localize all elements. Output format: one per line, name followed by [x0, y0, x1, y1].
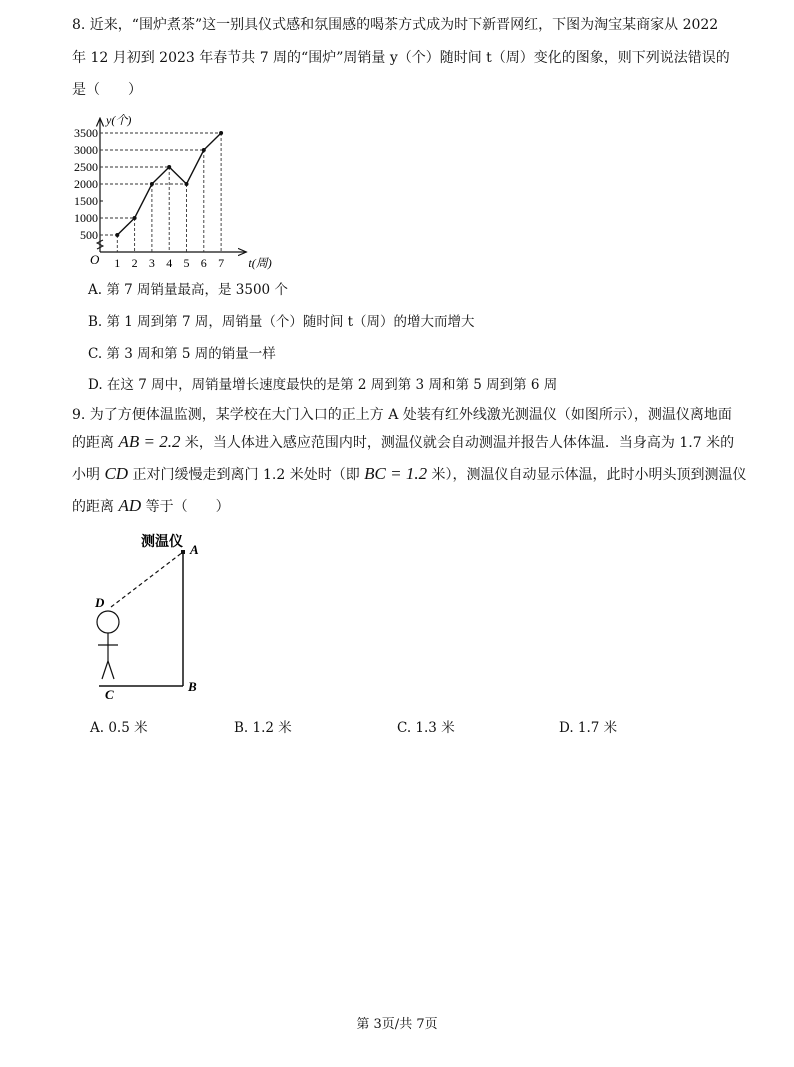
q9-option-a[interactable]: A. 0.5 米 — [90, 720, 148, 736]
point-d-label: D — [95, 595, 105, 610]
dashed-line-da — [111, 552, 183, 607]
y-tick-label: 2500 — [74, 160, 98, 174]
data-point — [185, 182, 189, 186]
q8-option-c[interactable]: C. 第 3 周和第 5 周的销量一样 — [88, 346, 276, 362]
q8-sales-chart — [60, 100, 290, 275]
q9-math-ab: AB = 2.2 — [118, 432, 181, 451]
person-stick-figure — [97, 611, 119, 679]
q8-option-a[interactable]: A. 第 7 周销量最高，是 3500 个 — [88, 282, 288, 298]
q9-math-bc: BC = 1.2 — [364, 464, 428, 483]
x-tick-label: 7 — [218, 256, 225, 270]
data-point — [219, 131, 223, 135]
y-tick-label: 3000 — [74, 143, 98, 157]
data-point — [167, 165, 171, 169]
q8-stem-line-2: 年 12 月初到 2023 年春节共 7 周的“围炉”周销量 y（个）随时间 t（周）变化的图象，则下列说法错误的 — [72, 50, 730, 66]
q9-option-c[interactable]: C. 1.3 米 — [397, 720, 455, 736]
y-tick-label: 3500 — [74, 126, 98, 140]
point-b-label: B — [188, 679, 197, 694]
q9-stem-line-3 — [72, 464, 747, 484]
data-point — [150, 182, 154, 186]
point-c-label: C — [105, 687, 114, 702]
q9-thermometer-figure — [85, 527, 225, 707]
x-axis-label: t(周) — [248, 256, 272, 270]
data-point — [202, 148, 206, 152]
q9-stem-line-4 — [72, 496, 230, 516]
q9-text: 米，当人体进入感应范围内时，测温仪就会自动测温并报告人体体温．当身高为 1.7 米的 — [180, 435, 735, 451]
origin-label: O — [90, 252, 100, 267]
x-tick-label: 1 — [114, 256, 121, 270]
x-tick-label: 2 — [131, 256, 138, 270]
q8-stem-line-1: 8. 近来，“围炉煮茶”这一别具仪式感和氛围感的喝茶方式成为时下新晋网红，下图为淘宝某商家从 2022 — [72, 17, 719, 33]
q9-text: 小明 — [72, 467, 105, 483]
device-label: 测温仪 — [141, 535, 183, 550]
q9-text: 的距离 — [72, 435, 119, 451]
y-tick-label: 2000 — [74, 177, 98, 191]
q8-option-b[interactable]: B. 第 1 周到第 7 周，周销量（个）随时间 t（周）的增大而增大 — [88, 314, 475, 330]
q9-option-d[interactable]: D. 1.7 米 — [559, 720, 618, 736]
x-tick-label: 4 — [166, 256, 173, 270]
y-tick-label: 500 — [80, 228, 98, 242]
x-tick-label: 6 — [200, 256, 207, 270]
q9-text: 等于（ ） — [141, 499, 230, 515]
q8-stem-line-3: 是（ ） — [72, 82, 142, 98]
q9-math-ad: AD — [118, 496, 142, 515]
q9-stem-line-1: 9. 为了方便体温监测，某学校在大门入口的正上方 A 处装有红外线激光测温仪（如图所示），测温仪离地面 — [72, 407, 732, 423]
x-tick-label: 3 — [148, 256, 155, 270]
q9-stem-line-2 — [72, 432, 734, 452]
data-point — [133, 216, 137, 220]
data-point — [115, 233, 119, 237]
y-axis-label: y(个) — [106, 113, 132, 128]
y-tick-label: 1500 — [74, 194, 98, 208]
page-footer: 第 3页/共 7页 — [356, 1017, 438, 1032]
q9-math-cd: CD — [104, 464, 129, 483]
point-a-label: A — [190, 542, 199, 557]
q9-text: 正对门缓慢走到离门 1.2 米处时（即 — [128, 467, 365, 483]
q9-option-b[interactable]: B. 1.2 米 — [234, 720, 292, 736]
q9-text: 的距离 — [72, 499, 119, 515]
y-tick-label: 1000 — [74, 211, 98, 225]
x-tick-label: 5 — [183, 256, 190, 270]
q9-text: 米），测温仪自动显示体温，此时小明头顶到测温仪 — [427, 467, 747, 483]
q8-option-d[interactable]: D. 在这 7 周中，周销量增长速度最快的是第 2 周到第 3 周和第 5 周到第 6 周 — [88, 377, 558, 393]
